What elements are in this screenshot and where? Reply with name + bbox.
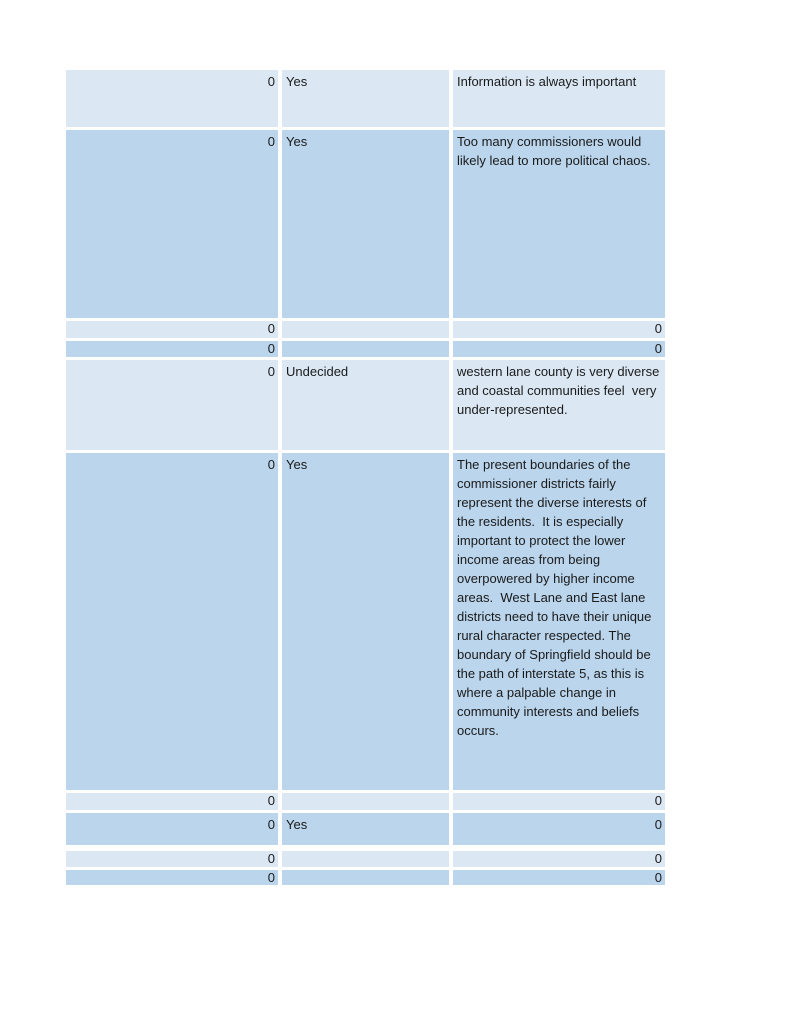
- cell-response[interactable]: Yes: [282, 813, 449, 845]
- cell-count[interactable]: 0: [66, 130, 278, 318]
- cell-count[interactable]: 0: [66, 70, 278, 127]
- cell-comment[interactable]: Too many commissioners would likely lead to more political chaos.: [453, 130, 665, 318]
- cell-comment[interactable]: 0: [453, 321, 665, 338]
- table-row: [66, 70, 665, 127]
- cell-count[interactable]: 0: [66, 793, 278, 810]
- table-row: [66, 813, 665, 845]
- cell-response[interactable]: Yes: [282, 453, 449, 790]
- cell-response[interactable]: [282, 793, 449, 810]
- cell-count[interactable]: 0: [66, 360, 278, 450]
- cell-count[interactable]: 0: [66, 321, 278, 338]
- cell-response[interactable]: Yes: [282, 70, 449, 127]
- cell-response[interactable]: [282, 321, 449, 338]
- cell-comment[interactable]: 0: [453, 851, 665, 867]
- cell-comment[interactable]: Information is always important: [453, 70, 665, 127]
- table-row: [66, 793, 665, 810]
- cell-response[interactable]: [282, 341, 449, 357]
- cell-comment[interactable]: 0: [453, 813, 665, 845]
- cell-count[interactable]: 0: [66, 813, 278, 845]
- cell-comment[interactable]: The present boundaries of the commissioner districts fairly represent the diverse interests of the residents. It is especially important to protect the lower income areas from being overpowered by higher income areas. West Lane and East lane districts need to have their unique rural character respected. The boundary of Springfield should be the path of interstate 5, as this is where a palpable change in community interests and beliefs occurs.: [453, 453, 665, 790]
- table-row: [66, 341, 665, 357]
- cell-comment[interactable]: 0: [453, 793, 665, 810]
- cell-response[interactable]: Yes: [282, 130, 449, 318]
- cell-response[interactable]: Undecided: [282, 360, 449, 450]
- cell-response[interactable]: [282, 870, 449, 885]
- table-row: [66, 130, 665, 318]
- cell-response[interactable]: [282, 851, 449, 867]
- table-row: [66, 870, 665, 885]
- cell-count[interactable]: 0: [66, 870, 278, 885]
- table-row: [66, 453, 665, 790]
- table-row: [66, 360, 665, 450]
- table-row: [66, 321, 665, 338]
- spreadsheet-table: [66, 70, 665, 885]
- cell-comment[interactable]: western lane county is very diverse and coastal communities feel very under-represented.: [453, 360, 665, 450]
- cell-comment[interactable]: 0: [453, 341, 665, 357]
- cell-count[interactable]: 0: [66, 453, 278, 790]
- cell-count[interactable]: 0: [66, 341, 278, 357]
- cell-count[interactable]: 0: [66, 851, 278, 867]
- cell-comment[interactable]: 0: [453, 870, 665, 885]
- table-row: [66, 851, 665, 867]
